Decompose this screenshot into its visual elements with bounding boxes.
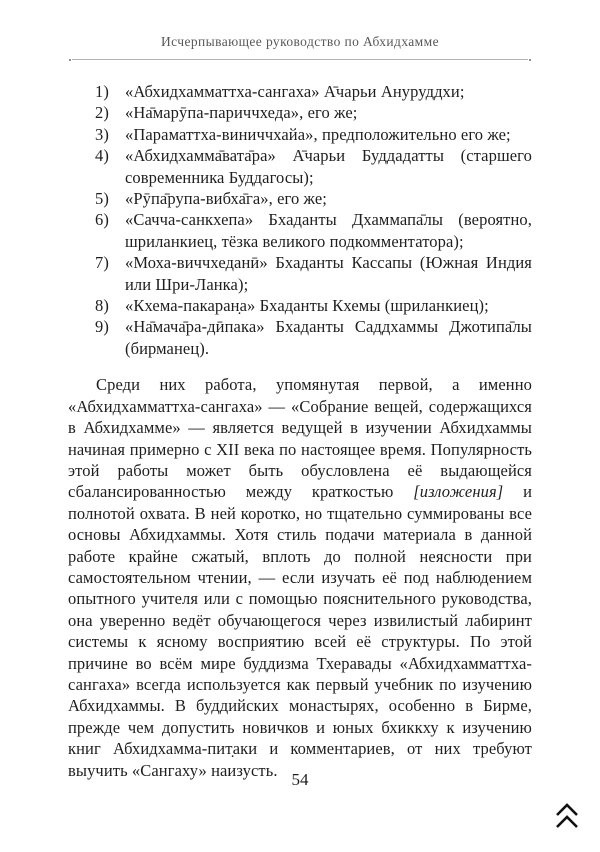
running-header-title: Исчерпывающее руководство по Абхидхамме <box>161 34 439 49</box>
scroll-to-top-button[interactable] <box>551 799 583 835</box>
works-list <box>68 81 532 359</box>
page-number: 54 <box>291 770 309 789</box>
list-item <box>68 124 532 145</box>
paragraph-text-before-italic: Среди них работа, упомянутая первой, а именно «Абхидхамматтха-сангаха» — «Собрание вещей, содержащихся в Абхидхамме» — является ведущей в изучении Абхидхаммы начиная примерно с XII века по настоящее время. Популярность этой работы может быть обусловлена её выдающейся сбалансированностью между краткостью <box>68 375 532 502</box>
list-item <box>68 145 532 188</box>
list-item <box>68 295 532 316</box>
list-item <box>68 102 532 123</box>
paragraph-text-after-italic: и полнотой охвата. В ней коротко, но тщательно суммированы все основы Абхидхаммы. Хотя стиль подачи материала в данной работе крайне сжатый, вплоть до полной неясности при самостоятельном чтении, — если изучать её под наблюдением опытного учителя или с помощью пояснительного руководства, она уверенно ведёт обучающегося через извилистый лабиринт системы к ясному восприятию всей её структуры. По этой причине во всём мире буддизма Тхеравады «Абхидхамматтха-сангаха» всегда используется как первый учебник по изучению Абхидхаммы. В буддийских монастырях, особенно в Бирме, прежде чем допустить новичков и юных бхиккху к изучению книг Абхидхамма-пит̣аки и комментариев, от них требуют выучить «Сангаху» наизусть. <box>68 482 532 780</box>
list-item <box>68 188 532 209</box>
list-item-number: 7) <box>95 253 109 273</box>
list-item-text: «Абхидхамма̄вата̄ра» А̄чарьи Буддадатты (старшего современника Буддагосы); <box>125 146 532 187</box>
list-item-number: 6) <box>95 210 109 230</box>
list-item-number: 2) <box>95 103 109 123</box>
list-item-text: «Моха-виччхеданӣ» Бхаданты Кассапы (Южная Индия или Шри-Ланка); <box>125 253 532 294</box>
header-divider <box>72 59 528 60</box>
list-item-text: «Параматтха-виниччхайа», предположительно его же; <box>125 124 511 144</box>
list-item-number: 1) <box>95 82 109 101</box>
italic-note: [изложения] <box>413 482 504 502</box>
list-item-text: «На̄мача̄ра-дӣпака» Бхаданты Саддхаммы Джотипа̄лы (бирманец). <box>125 317 532 358</box>
list-item <box>68 209 532 252</box>
double-chevron-up-icon <box>554 802 580 832</box>
list-item <box>68 316 532 359</box>
body-paragraph <box>68 374 532 781</box>
list-item-text: «Абхидхамматтха-сангаха» А̄чарьи Ануруддхи; <box>125 82 465 101</box>
list-item-text: «На̄марӯпа-париччхеда», его же; <box>125 103 358 123</box>
list-item-text: «Сачча-санкхепа» Бхаданты Дхаммапа̄лы (вероятно, шриланкиец, тёзка великого подкомментатора); <box>125 210 532 251</box>
list-item <box>68 252 532 295</box>
list-item-number: 8) <box>95 296 109 316</box>
list-item-number: 3) <box>95 124 109 144</box>
list-item-number: 5) <box>95 189 109 209</box>
list-item <box>68 81 532 102</box>
list-item-text: «Кхема-пакаран̣а» Бхаданты Кхемы (шриланкиец); <box>125 296 489 316</box>
list-item-number: 9) <box>95 317 109 337</box>
list-item-text: «Рӯпа̄рупа-вибха̄га», его же; <box>125 189 327 209</box>
list-item-number: 4) <box>95 146 109 166</box>
